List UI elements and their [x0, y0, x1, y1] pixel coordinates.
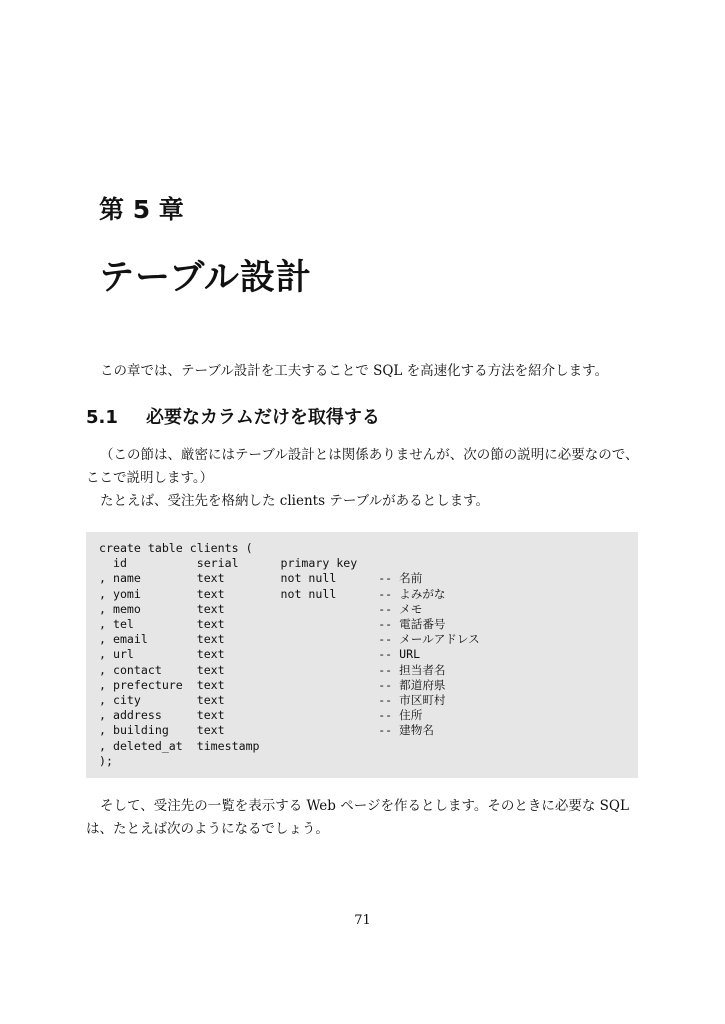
code-line: , tel text -- 電話番号	[99, 617, 446, 632]
code-line: , contact text -- 担当者名	[99, 662, 446, 677]
code-line: , name text not null -- 名前	[99, 571, 423, 586]
code-line: , prefecture text -- 都道府県	[99, 677, 446, 692]
chapter-title: テーブル設計	[99, 258, 312, 298]
code-line: , yomi text not null -- よみがな	[99, 586, 446, 601]
code-text	[86, 532, 638, 769]
intro-paragraph: この章では、テーブル設計を工夫することで SQL を高速化する方法を紹介します。	[100, 363, 609, 379]
code-line: , deleted_at timestamp	[99, 738, 260, 753]
code-line: create table clients (	[99, 541, 253, 555]
code-block	[86, 532, 638, 778]
page-number: 71	[354, 913, 371, 928]
closing-paragraph: そして、受注先の一覧を表示する Web ページを作るとします。そのときに必要な SQL は、たとえば次のようになるでしょう。	[86, 798, 629, 837]
code-line: , address text -- 住所	[99, 708, 423, 723]
paragraph-example: たとえば、受注先を格納した clients テーブルがあるとします。	[100, 493, 490, 509]
code-line: , memo text -- メモ	[99, 601, 423, 616]
chapter-label: 第 5 章	[99, 195, 184, 224]
section-heading	[86, 403, 380, 429]
code-line: , building text -- 建物名	[99, 723, 434, 738]
code-line: , url text -- URL	[99, 647, 421, 662]
section-title: 必要なカラムだけを取得する	[146, 407, 380, 428]
code-line: , email text -- メールアドレス	[99, 632, 480, 647]
code-line: , city text -- 市区町村	[99, 693, 446, 708]
code-line: id serial primary key	[99, 556, 358, 571]
paragraph-note: （この節は、厳密にはテーブル設計とは関係ありませんが、次の節の説明に必要なので、ここで説明します。）	[86, 447, 639, 486]
code-line: );	[99, 753, 113, 768]
section-number: 5.1	[86, 407, 118, 428]
